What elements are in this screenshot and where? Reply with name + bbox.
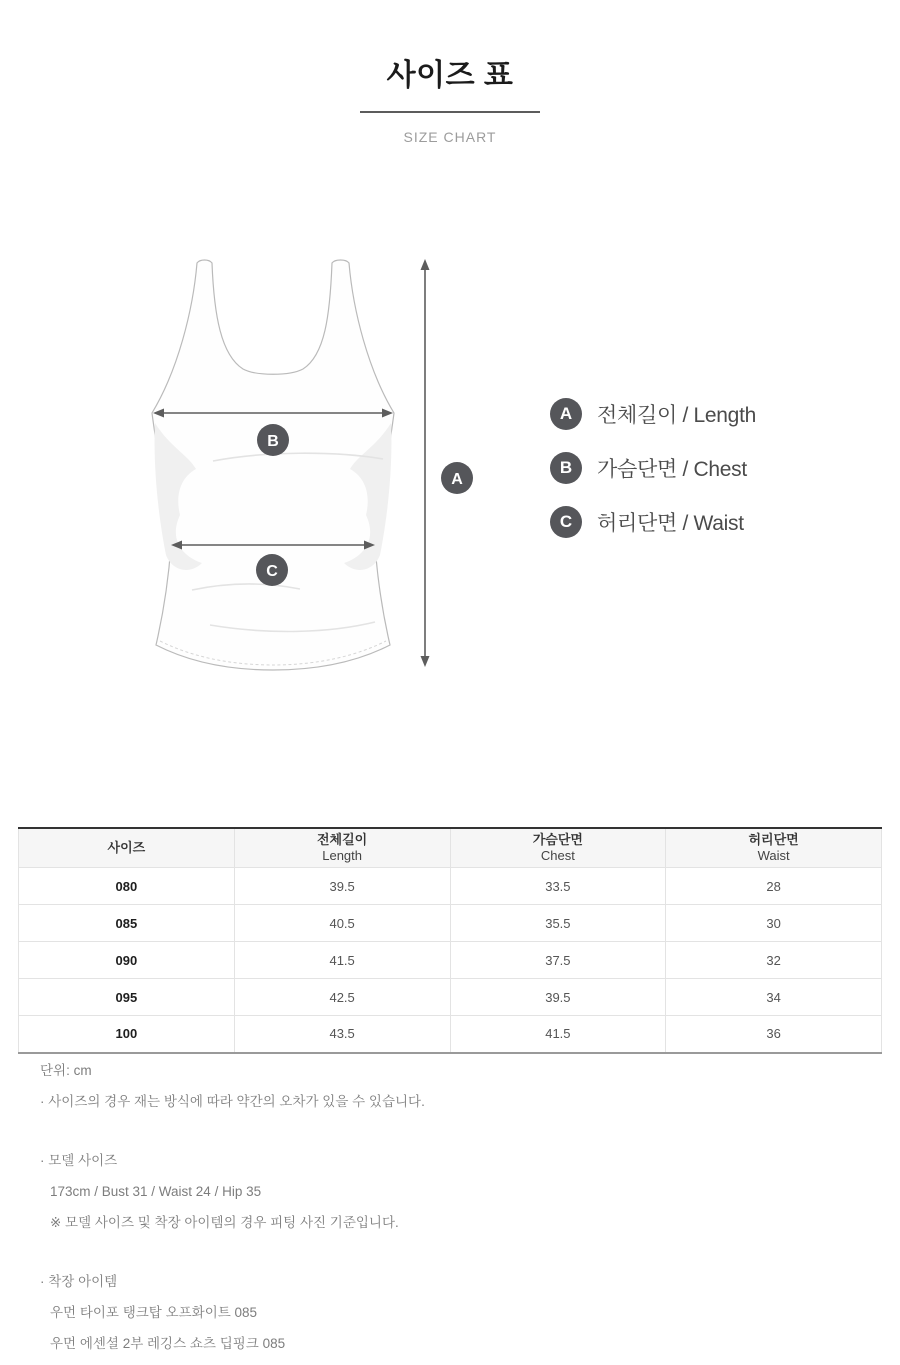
- table-row: [19, 1016, 882, 1053]
- notes-section: [40, 1061, 860, 1365]
- outfit-item-2: 우먼 에센셜 2부 레깅스 쇼츠 딥핑크 085: [50, 1336, 286, 1351]
- svg-text:C: C: [266, 563, 278, 580]
- header: [0, 56, 900, 145]
- chest-cell: 33.5: [450, 868, 666, 905]
- size-cell: 090: [19, 942, 235, 979]
- model-size-value: 173cm / Bust 31 / Waist 24 / Hip 35: [50, 1184, 262, 1199]
- col-header-length: 전체길이 Length: [234, 828, 450, 868]
- model-size-title: · 모델 사이즈: [40, 1153, 118, 1168]
- waist-cell: 32: [666, 942, 882, 979]
- waist-cell: 30: [666, 905, 882, 942]
- length-cell: 41.5: [234, 942, 450, 979]
- length-cell: 39.5: [234, 868, 450, 905]
- legend-label-waist: 허리단면 / Waist: [597, 512, 744, 535]
- size-caution-note: · 사이즈의 경우 재는 방식에 따라 약간의 오차가 있을 수 있습니다.: [40, 1094, 425, 1109]
- length-cell: 42.5: [234, 979, 450, 1016]
- col-header-size: 사이즈: [19, 828, 235, 868]
- size-cell: 085: [19, 905, 235, 942]
- badge-a: [441, 462, 473, 494]
- size-table-header-row: [19, 828, 882, 868]
- table-row: [19, 979, 882, 1016]
- svg-text:A: A: [451, 471, 463, 488]
- badge-b: [257, 424, 289, 456]
- svg-text:B: B: [267, 433, 279, 450]
- size-cell: 100: [19, 1016, 235, 1053]
- legend-badge-b: B: [550, 452, 582, 484]
- col-header-chest: 가슴단면 Chest: [450, 828, 666, 868]
- table-row: [19, 942, 882, 979]
- waist-cell: 34: [666, 979, 882, 1016]
- page-title: 사이즈 표: [386, 59, 514, 92]
- title-divider: [360, 111, 540, 113]
- legend-item-length: [550, 398, 756, 430]
- legend-item-chest: [550, 452, 756, 484]
- measurement-legend: [550, 398, 756, 560]
- chest-cell: 41.5: [450, 1016, 666, 1053]
- legend-label-length: 전체길이 / Length: [597, 404, 756, 427]
- waist-cell: 36: [666, 1016, 882, 1053]
- length-cell: 43.5: [234, 1016, 450, 1053]
- table-row: [19, 905, 882, 942]
- size-cell: 095: [19, 979, 235, 1016]
- legend-badge-c: C: [550, 506, 582, 538]
- unit-note: 단위: cm: [40, 1063, 92, 1078]
- size-cell: 080: [19, 868, 235, 905]
- length-arrow: [421, 259, 430, 667]
- legend-badge-a: A: [550, 398, 582, 430]
- chest-cell: 39.5: [450, 979, 666, 1016]
- length-cell: 40.5: [234, 905, 450, 942]
- size-table: [18, 827, 882, 1054]
- outfit-title: · 착장 아이템: [40, 1274, 118, 1289]
- tank-top-measurement-diagram: [140, 245, 520, 675]
- legend-item-waist: [550, 506, 756, 538]
- legend-label-chest: 가슴단면 / Chest: [597, 458, 747, 481]
- page-subtitle: SIZE CHART: [403, 129, 497, 145]
- waist-cell: 28: [666, 868, 882, 905]
- outfit-item-1: 우먼 타이포 탱크탑 오프화이트 085: [50, 1305, 258, 1320]
- badge-c: [256, 554, 288, 586]
- chest-cell: 37.5: [450, 942, 666, 979]
- table-row: [19, 868, 882, 905]
- model-size-note: ※ 모델 사이즈 및 착장 아이템의 경우 피팅 사진 기준입니다.: [50, 1215, 399, 1230]
- col-header-waist: 허리단면 Waist: [666, 828, 882, 868]
- chest-cell: 35.5: [450, 905, 666, 942]
